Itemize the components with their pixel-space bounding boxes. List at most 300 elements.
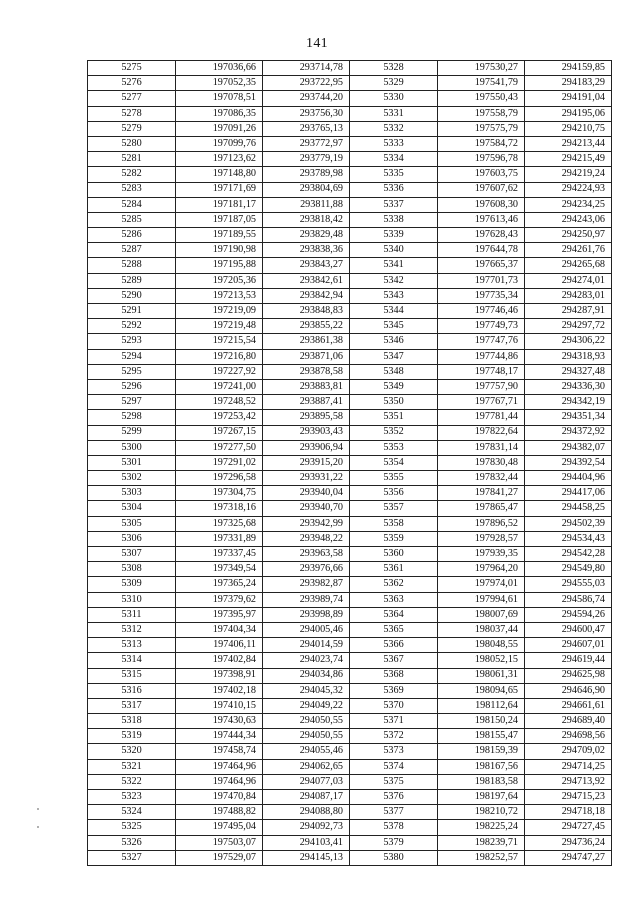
x-coordinate-cell: 197398,91 [176,668,263,683]
y-coordinate-cell: 294261,76 [525,243,612,258]
y-coordinate-cell: 294005,46 [263,622,350,637]
table-row [88,319,612,334]
y-coordinate-cell: 293906,94 [263,440,350,455]
y-coordinate-cell: 294625,98 [525,668,612,683]
x-coordinate-cell: 198094,65 [438,683,525,698]
point-number-cell: 5294 [88,349,176,364]
x-coordinate-cell: 197187,05 [176,212,263,227]
x-coordinate-cell: 197608,30 [438,197,525,212]
point-number-cell: 5340 [350,243,438,258]
point-number-cell: 5300 [88,440,176,455]
table-row [88,228,612,243]
y-coordinate-cell: 294274,01 [525,273,612,288]
point-number-cell: 5353 [350,440,438,455]
y-coordinate-cell: 294698,56 [525,729,612,744]
point-number-cell: 5361 [350,562,438,577]
x-coordinate-cell: 197865,47 [438,501,525,516]
point-number-cell: 5329 [350,76,438,91]
point-number-cell: 5376 [350,790,438,805]
point-number-cell: 5282 [88,167,176,182]
y-coordinate-cell: 294213,44 [525,136,612,151]
y-coordinate-cell: 294372,92 [525,425,612,440]
point-number-cell: 5326 [88,835,176,850]
x-coordinate-cell: 197575,79 [438,121,525,136]
point-number-cell: 5378 [350,820,438,835]
y-coordinate-cell: 293765,13 [263,121,350,136]
y-coordinate-cell: 294050,55 [263,729,350,744]
x-coordinate-cell: 197091,26 [176,121,263,136]
x-coordinate-cell: 197830,48 [438,455,525,470]
y-coordinate-cell: 293811,88 [263,197,350,212]
point-number-cell: 5374 [350,759,438,774]
y-coordinate-cell: 294145,13 [263,850,350,865]
x-coordinate-cell: 198210,72 [438,805,525,820]
x-coordinate-cell: 197832,44 [438,471,525,486]
x-coordinate-cell: 197216,80 [176,349,263,364]
x-coordinate-cell: 197395,97 [176,607,263,622]
point-number-cell: 5339 [350,228,438,243]
y-coordinate-cell: 294382,07 [525,440,612,455]
y-coordinate-cell: 294283,01 [525,288,612,303]
table-row [88,334,612,349]
y-coordinate-cell: 293829,48 [263,228,350,243]
y-coordinate-cell: 293887,41 [263,395,350,410]
point-number-cell: 5375 [350,774,438,789]
y-coordinate-cell: 294287,91 [525,304,612,319]
table-row [88,531,612,546]
x-coordinate-cell: 197241,00 [176,379,263,394]
y-coordinate-cell: 294103,41 [263,835,350,850]
x-coordinate-cell: 197928,57 [438,531,525,546]
x-coordinate-cell: 197596,78 [438,152,525,167]
point-number-cell: 5291 [88,304,176,319]
x-coordinate-cell: 197205,36 [176,273,263,288]
y-coordinate-cell: 294234,25 [525,197,612,212]
y-coordinate-cell: 293714,78 [263,61,350,76]
x-coordinate-cell: 198159,39 [438,744,525,759]
x-coordinate-cell: 197822,64 [438,425,525,440]
point-number-cell: 5367 [350,653,438,668]
point-number-cell: 5286 [88,228,176,243]
x-coordinate-cell: 197701,73 [438,273,525,288]
table-row [88,714,612,729]
point-number-cell: 5369 [350,683,438,698]
y-coordinate-cell: 294049,22 [263,698,350,713]
table-row [88,683,612,698]
x-coordinate-cell: 197099,76 [176,136,263,151]
y-coordinate-cell: 294458,25 [525,501,612,516]
point-number-cell: 5322 [88,774,176,789]
point-number-cell: 5284 [88,197,176,212]
point-number-cell: 5292 [88,319,176,334]
y-coordinate-cell: 294594,26 [525,607,612,622]
table-row [88,121,612,136]
y-coordinate-cell: 294297,72 [525,319,612,334]
x-coordinate-cell: 197213,53 [176,288,263,303]
table-row [88,744,612,759]
table-row [88,774,612,789]
y-coordinate-cell: 293940,70 [263,501,350,516]
y-coordinate-cell: 293998,89 [263,607,350,622]
point-number-cell: 5379 [350,835,438,850]
y-coordinate-cell: 294619,44 [525,653,612,668]
y-coordinate-cell: 294250,97 [525,228,612,243]
point-number-cell: 5331 [350,106,438,121]
point-number-cell: 5328 [350,61,438,76]
y-coordinate-cell: 294045,32 [263,683,350,698]
point-number-cell: 5295 [88,364,176,379]
x-coordinate-cell: 197337,45 [176,547,263,562]
x-coordinate-cell: 197735,34 [438,288,525,303]
y-coordinate-cell: 294092,73 [263,820,350,835]
point-number-cell: 5362 [350,577,438,592]
coordinate-table-body [88,61,612,866]
y-coordinate-cell: 293756,30 [263,106,350,121]
y-coordinate-cell: 294327,48 [525,364,612,379]
table-row [88,76,612,91]
y-coordinate-cell: 294689,40 [525,714,612,729]
table-row [88,835,612,850]
x-coordinate-cell: 198167,56 [438,759,525,774]
point-number-cell: 5351 [350,410,438,425]
y-coordinate-cell: 293948,22 [263,531,350,546]
x-coordinate-cell: 197304,75 [176,486,263,501]
table-row [88,379,612,394]
y-coordinate-cell: 294502,39 [525,516,612,531]
point-number-cell: 5349 [350,379,438,394]
x-coordinate-cell: 197190,98 [176,243,263,258]
x-coordinate-cell: 197603,75 [438,167,525,182]
point-number-cell: 5344 [350,304,438,319]
y-coordinate-cell: 294318,93 [525,349,612,364]
y-coordinate-cell: 294210,75 [525,121,612,136]
y-coordinate-cell: 294055,46 [263,744,350,759]
table-row [88,212,612,227]
table-row [88,136,612,151]
y-coordinate-cell: 293772,97 [263,136,350,151]
point-number-cell: 5296 [88,379,176,394]
y-coordinate-cell: 294718,18 [525,805,612,820]
point-number-cell: 5341 [350,258,438,273]
point-number-cell: 5332 [350,121,438,136]
y-coordinate-cell: 293976,66 [263,562,350,577]
x-coordinate-cell: 197410,15 [176,698,263,713]
y-coordinate-cell: 294646,90 [525,683,612,698]
x-coordinate-cell: 197464,96 [176,759,263,774]
y-coordinate-cell: 293855,22 [263,319,350,334]
y-coordinate-cell: 294709,02 [525,744,612,759]
x-coordinate-cell: 197181,17 [176,197,263,212]
x-coordinate-cell: 197402,18 [176,683,263,698]
y-coordinate-cell: 293838,36 [263,243,350,258]
x-coordinate-cell: 198112,64 [438,698,525,713]
point-number-cell: 5303 [88,486,176,501]
y-coordinate-cell: 294661,61 [525,698,612,713]
x-coordinate-cell: 197644,78 [438,243,525,258]
point-number-cell: 5285 [88,212,176,227]
point-number-cell: 5364 [350,607,438,622]
table-row [88,592,612,607]
point-number-cell: 5370 [350,698,438,713]
table-row [88,759,612,774]
x-coordinate-cell: 197148,80 [176,167,263,182]
x-coordinate-cell: 198239,71 [438,835,525,850]
y-coordinate-cell: 293842,61 [263,273,350,288]
point-number-cell: 5315 [88,668,176,683]
point-number-cell: 5356 [350,486,438,501]
point-number-cell: 5307 [88,547,176,562]
y-coordinate-cell: 293789,98 [263,167,350,182]
point-number-cell: 5319 [88,729,176,744]
point-number-cell: 5358 [350,516,438,531]
table-row [88,197,612,212]
y-coordinate-cell: 293722,95 [263,76,350,91]
point-number-cell: 5366 [350,638,438,653]
y-coordinate-cell: 293883,81 [263,379,350,394]
table-row [88,152,612,167]
x-coordinate-cell: 197052,35 [176,76,263,91]
table-row [88,455,612,470]
point-number-cell: 5293 [88,334,176,349]
point-number-cell: 5316 [88,683,176,698]
x-coordinate-cell: 197665,37 [438,258,525,273]
x-coordinate-cell: 198225,24 [438,820,525,835]
point-number-cell: 5338 [350,212,438,227]
x-coordinate-cell: 197406,11 [176,638,263,653]
table-row [88,653,612,668]
x-coordinate-cell: 197495,04 [176,820,263,835]
x-coordinate-cell: 197747,76 [438,334,525,349]
table-row [88,471,612,486]
x-coordinate-cell: 197607,62 [438,182,525,197]
table-row [88,61,612,76]
point-number-cell: 5330 [350,91,438,106]
table-row [88,440,612,455]
x-coordinate-cell: 197458,74 [176,744,263,759]
y-coordinate-cell: 294088,80 [263,805,350,820]
y-coordinate-cell: 293915,20 [263,455,350,470]
y-coordinate-cell: 293940,04 [263,486,350,501]
point-number-cell: 5321 [88,759,176,774]
y-coordinate-cell: 293931,22 [263,471,350,486]
point-number-cell: 5317 [88,698,176,713]
x-coordinate-cell: 197974,01 [438,577,525,592]
x-coordinate-cell: 197503,07 [176,835,263,850]
y-coordinate-cell: 294534,43 [525,531,612,546]
x-coordinate-cell: 197541,79 [438,76,525,91]
x-coordinate-cell: 197248,52 [176,395,263,410]
point-number-cell: 5348 [350,364,438,379]
x-coordinate-cell: 198037,44 [438,622,525,637]
x-coordinate-cell: 197831,14 [438,440,525,455]
table-row [88,486,612,501]
x-coordinate-cell: 198150,24 [438,714,525,729]
x-coordinate-cell: 197748,17 [438,364,525,379]
table-row [88,850,612,865]
point-number-cell: 5280 [88,136,176,151]
y-coordinate-cell: 294404,96 [525,471,612,486]
y-coordinate-cell: 294215,49 [525,152,612,167]
y-coordinate-cell: 294727,45 [525,820,612,835]
x-coordinate-cell: 197318,16 [176,501,263,516]
table-row [88,243,612,258]
table-row [88,562,612,577]
x-coordinate-cell: 198183,58 [438,774,525,789]
y-coordinate-cell: 294736,24 [525,835,612,850]
y-coordinate-cell: 293842,94 [263,288,350,303]
point-number-cell: 5318 [88,714,176,729]
x-coordinate-cell: 197529,07 [176,850,263,865]
x-coordinate-cell: 197171,69 [176,182,263,197]
point-number-cell: 5287 [88,243,176,258]
coordinate-table [87,60,612,866]
y-coordinate-cell: 294392,54 [525,455,612,470]
point-number-cell: 5372 [350,729,438,744]
point-number-cell: 5359 [350,531,438,546]
point-number-cell: 5342 [350,273,438,288]
point-number-cell: 5289 [88,273,176,288]
point-number-cell: 5279 [88,121,176,136]
x-coordinate-cell: 197488,82 [176,805,263,820]
x-coordinate-cell: 197086,35 [176,106,263,121]
point-number-cell: 5298 [88,410,176,425]
y-coordinate-cell: 294306,22 [525,334,612,349]
x-coordinate-cell: 197584,72 [438,136,525,151]
table-row [88,349,612,364]
table-row [88,182,612,197]
x-coordinate-cell: 197470,84 [176,790,263,805]
point-number-cell: 5299 [88,425,176,440]
x-coordinate-cell: 197349,54 [176,562,263,577]
y-coordinate-cell: 293848,83 [263,304,350,319]
point-number-cell: 5343 [350,288,438,303]
x-coordinate-cell: 197628,43 [438,228,525,243]
x-coordinate-cell: 198252,57 [438,850,525,865]
y-coordinate-cell: 294555,03 [525,577,612,592]
x-coordinate-cell: 198048,55 [438,638,525,653]
x-coordinate-cell: 197215,54 [176,334,263,349]
point-number-cell: 5308 [88,562,176,577]
x-coordinate-cell: 197219,09 [176,304,263,319]
point-number-cell: 5380 [350,850,438,865]
point-number-cell: 5314 [88,653,176,668]
point-number-cell: 5301 [88,455,176,470]
point-number-cell: 5347 [350,349,438,364]
y-coordinate-cell: 294542,28 [525,547,612,562]
y-coordinate-cell: 294023,74 [263,653,350,668]
y-coordinate-cell: 293982,87 [263,577,350,592]
table-row [88,106,612,121]
y-coordinate-cell: 294087,17 [263,790,350,805]
point-number-cell: 5276 [88,76,176,91]
x-coordinate-cell: 198155,47 [438,729,525,744]
point-number-cell: 5337 [350,197,438,212]
point-number-cell: 5360 [350,547,438,562]
scan-speck [37,826,39,828]
point-number-cell: 5371 [350,714,438,729]
y-coordinate-cell: 294351,34 [525,410,612,425]
y-coordinate-cell: 293861,38 [263,334,350,349]
y-coordinate-cell: 294714,25 [525,759,612,774]
table-row [88,729,612,744]
y-coordinate-cell: 294417,06 [525,486,612,501]
point-number-cell: 5363 [350,592,438,607]
x-coordinate-cell: 198007,69 [438,607,525,622]
y-coordinate-cell: 294747,27 [525,850,612,865]
x-coordinate-cell: 197746,46 [438,304,525,319]
y-coordinate-cell: 293843,27 [263,258,350,273]
y-coordinate-cell: 294219,24 [525,167,612,182]
point-number-cell: 5323 [88,790,176,805]
y-coordinate-cell: 294265,68 [525,258,612,273]
point-number-cell: 5352 [350,425,438,440]
y-coordinate-cell: 294600,47 [525,622,612,637]
x-coordinate-cell: 197365,24 [176,577,263,592]
y-coordinate-cell: 294195,06 [525,106,612,121]
y-coordinate-cell: 293963,58 [263,547,350,562]
table-row [88,425,612,440]
table-row [88,501,612,516]
y-coordinate-cell: 294607,01 [525,638,612,653]
point-number-cell: 5346 [350,334,438,349]
point-number-cell: 5377 [350,805,438,820]
y-coordinate-cell: 294077,03 [263,774,350,789]
y-coordinate-cell: 293878,58 [263,364,350,379]
y-coordinate-cell: 294183,29 [525,76,612,91]
x-coordinate-cell: 197227,92 [176,364,263,379]
point-number-cell: 5304 [88,501,176,516]
x-coordinate-cell: 197757,90 [438,379,525,394]
x-coordinate-cell: 197253,42 [176,410,263,425]
y-coordinate-cell: 294034,86 [263,668,350,683]
scan-speck [37,808,39,810]
point-number-cell: 5354 [350,455,438,470]
point-number-cell: 5302 [88,471,176,486]
y-coordinate-cell: 294224,93 [525,182,612,197]
y-coordinate-cell: 293779,19 [263,152,350,167]
y-coordinate-cell: 294159,85 [525,61,612,76]
y-coordinate-cell: 294549,80 [525,562,612,577]
point-number-cell: 5288 [88,258,176,273]
x-coordinate-cell: 197767,71 [438,395,525,410]
x-coordinate-cell: 197444,34 [176,729,263,744]
y-coordinate-cell: 293903,43 [263,425,350,440]
point-number-cell: 5309 [88,577,176,592]
table-row [88,805,612,820]
point-number-cell: 5335 [350,167,438,182]
x-coordinate-cell: 197464,96 [176,774,263,789]
table-row [88,820,612,835]
x-coordinate-cell: 197939,35 [438,547,525,562]
x-coordinate-cell: 197379,62 [176,592,263,607]
point-number-cell: 5312 [88,622,176,637]
y-coordinate-cell: 293871,06 [263,349,350,364]
y-coordinate-cell: 294243,06 [525,212,612,227]
point-number-cell: 5297 [88,395,176,410]
x-coordinate-cell: 197404,34 [176,622,263,637]
x-coordinate-cell: 197749,73 [438,319,525,334]
point-number-cell: 5334 [350,152,438,167]
x-coordinate-cell: 197325,68 [176,516,263,531]
table-row [88,622,612,637]
x-coordinate-cell: 197550,43 [438,91,525,106]
x-coordinate-cell: 197296,58 [176,471,263,486]
x-coordinate-cell: 197402,84 [176,653,263,668]
point-number-cell: 5365 [350,622,438,637]
point-number-cell: 5327 [88,850,176,865]
y-coordinate-cell: 294342,19 [525,395,612,410]
table-row [88,577,612,592]
